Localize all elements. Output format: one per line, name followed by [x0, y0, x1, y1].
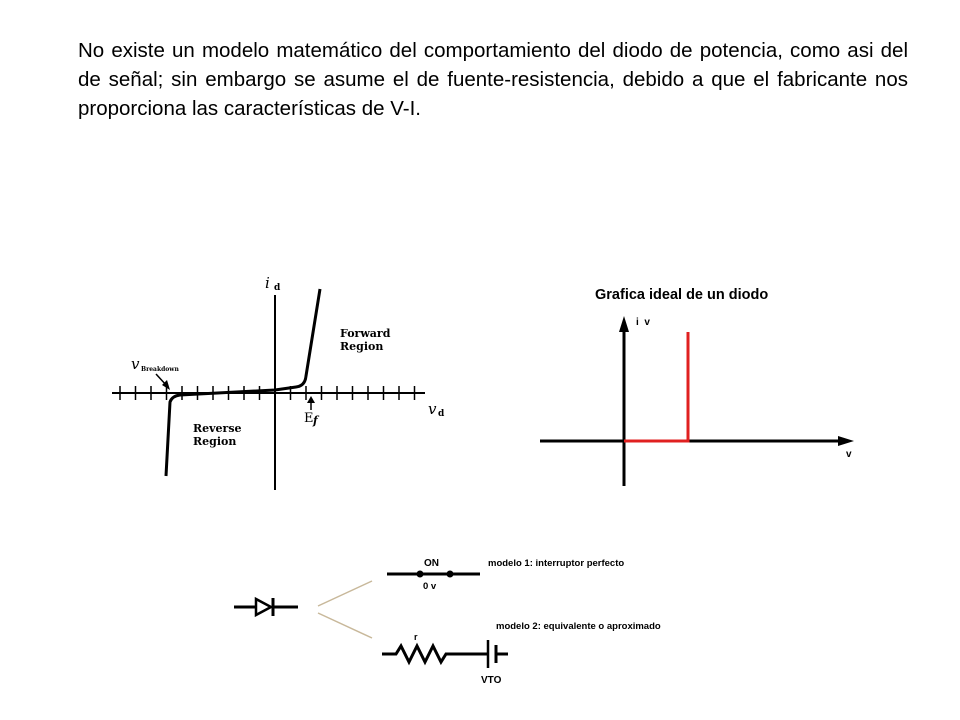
forward-region-label-2: Region: [340, 340, 384, 353]
forward-region-label-1: Forward: [340, 327, 391, 340]
branch-line-lower: [318, 613, 372, 638]
model-1-state-label: ON: [424, 558, 439, 569]
breakdown-voltage-label: v: [131, 355, 140, 373]
ideal-y-axis-arrow: [619, 316, 629, 332]
threshold-voltage-label: E: [304, 411, 314, 426]
model-2-label: modelo 2: equivalente o aproximado: [496, 621, 661, 632]
resistor-label: r: [414, 632, 418, 642]
model-2-equivalent: [382, 632, 508, 686]
source-label: VTO: [481, 675, 502, 686]
threshold-arrow-head: [307, 396, 315, 403]
ideal-diode-chart: [540, 287, 854, 486]
vi-y-axis-label: i: [265, 274, 270, 292]
model-1-switch: [387, 558, 480, 592]
model-1-voltage-label: 0 v: [423, 581, 437, 592]
vi-characteristic-chart: [112, 274, 445, 490]
vi-x-axis-subscript: d: [438, 409, 445, 419]
vi-characteristic-curve: [166, 289, 320, 476]
threshold-voltage-subscript: f: [313, 414, 318, 427]
ideal-y-axis-label: i v: [636, 317, 650, 328]
breakdown-voltage-subscript: Breakdown: [141, 366, 179, 373]
resistor-symbol: [382, 646, 487, 662]
branch-line-upper: [318, 581, 372, 606]
vi-x-axis-label: v: [428, 400, 437, 418]
vi-y-axis-subscript: d: [274, 283, 281, 293]
reverse-region-label-1: Reverse: [193, 422, 242, 435]
diode-symbol: [234, 598, 298, 616]
ideal-chart-title: Grafica ideal de un diodo: [595, 287, 769, 303]
intro-paragraph: No existe un modelo matemático del comportamiento del diodo de potencia, como asi del de señal; sin embargo se asume el de fuente-resistencia, debido a que el fabricante nos proporciona las características de V-I.: [78, 39, 908, 120]
diode-models-diagram: [234, 558, 661, 686]
reverse-region-label-2: Region: [193, 435, 237, 448]
model-1-label: modelo 1: interruptor perfecto: [488, 558, 625, 569]
ideal-curve: [624, 332, 688, 441]
ideal-x-axis-label: v: [846, 449, 852, 460]
ideal-x-axis-arrow: [838, 436, 854, 446]
